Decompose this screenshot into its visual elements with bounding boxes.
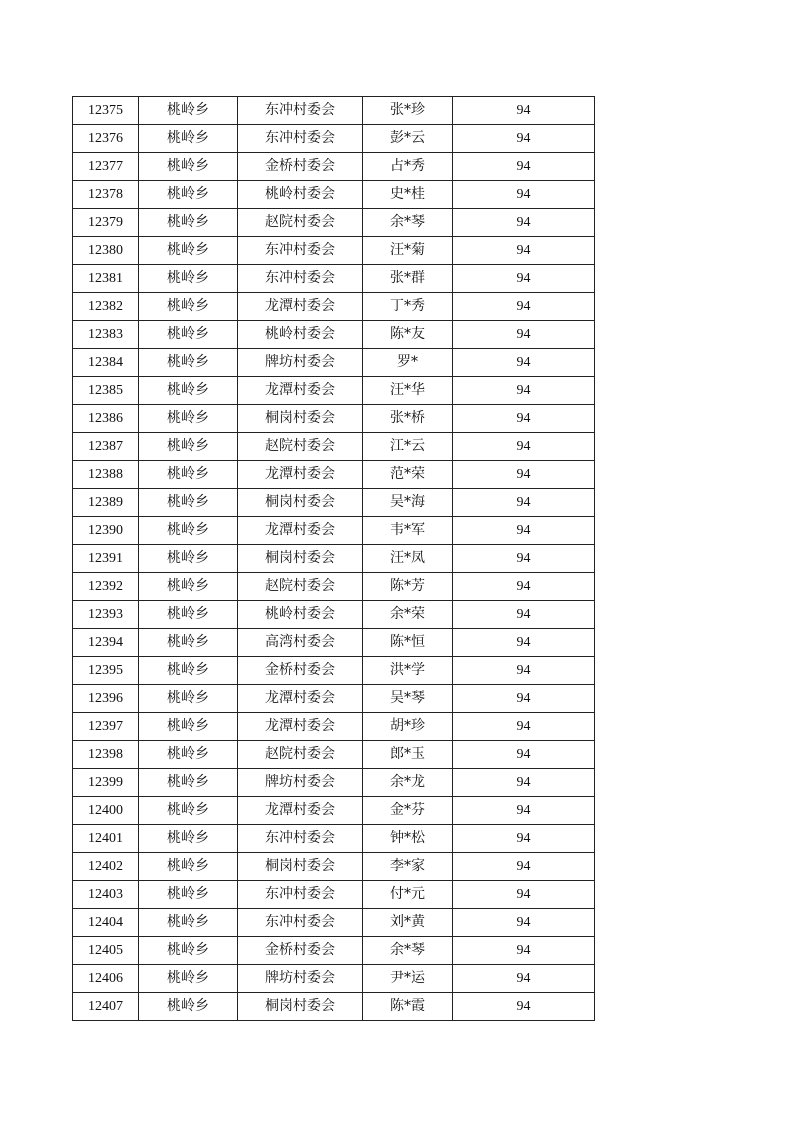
name-cell: 张*群	[363, 265, 453, 293]
table-row	[73, 265, 595, 293]
score-cell: 94	[453, 993, 595, 1021]
serial-number-cell: 12383	[73, 321, 139, 349]
serial-number-cell: 12405	[73, 937, 139, 965]
serial-number-cell: 12396	[73, 685, 139, 713]
serial-number-cell: 12384	[73, 349, 139, 377]
village-committee-cell: 牌坊村委会	[238, 965, 363, 993]
serial-number-cell: 12375	[73, 97, 139, 125]
records-table	[72, 96, 595, 1021]
table-row	[73, 461, 595, 489]
name-cell: 李*家	[363, 853, 453, 881]
village-committee-cell: 东冲村委会	[238, 125, 363, 153]
table-row	[73, 741, 595, 769]
name-cell: 史*桂	[363, 181, 453, 209]
township-cell: 桃岭乡	[139, 853, 238, 881]
township-cell: 桃岭乡	[139, 237, 238, 265]
serial-number-cell: 12376	[73, 125, 139, 153]
serial-number-cell: 12402	[73, 853, 139, 881]
name-cell: 丁*秀	[363, 293, 453, 321]
score-cell: 94	[453, 629, 595, 657]
score-cell: 94	[453, 797, 595, 825]
score-cell: 94	[453, 433, 595, 461]
serial-number-cell: 12385	[73, 377, 139, 405]
table-row	[73, 181, 595, 209]
village-committee-cell: 龙潭村委会	[238, 293, 363, 321]
score-cell: 94	[453, 181, 595, 209]
township-cell: 桃岭乡	[139, 181, 238, 209]
serial-number-cell: 12404	[73, 909, 139, 937]
score-cell: 94	[453, 153, 595, 181]
township-cell: 桃岭乡	[139, 769, 238, 797]
table-row	[73, 601, 595, 629]
table-row	[73, 377, 595, 405]
village-committee-cell: 东冲村委会	[238, 825, 363, 853]
table-row	[73, 965, 595, 993]
serial-number-cell: 12406	[73, 965, 139, 993]
name-cell: 余*龙	[363, 769, 453, 797]
table-row	[73, 321, 595, 349]
village-committee-cell: 桐岗村委会	[238, 993, 363, 1021]
score-cell: 94	[453, 517, 595, 545]
township-cell: 桃岭乡	[139, 713, 238, 741]
township-cell: 桃岭乡	[139, 265, 238, 293]
records-table-body	[73, 97, 595, 1021]
name-cell: 陈*友	[363, 321, 453, 349]
serial-number-cell: 12377	[73, 153, 139, 181]
name-cell: 刘*黄	[363, 909, 453, 937]
score-cell: 94	[453, 321, 595, 349]
table-row	[73, 909, 595, 937]
name-cell: 金*芬	[363, 797, 453, 825]
serial-number-cell: 12388	[73, 461, 139, 489]
table-row	[73, 433, 595, 461]
serial-number-cell: 12398	[73, 741, 139, 769]
township-cell: 桃岭乡	[139, 685, 238, 713]
score-cell: 94	[453, 573, 595, 601]
township-cell: 桃岭乡	[139, 461, 238, 489]
name-cell: 张*珍	[363, 97, 453, 125]
village-committee-cell: 龙潭村委会	[238, 377, 363, 405]
serial-number-cell: 12379	[73, 209, 139, 237]
township-cell: 桃岭乡	[139, 153, 238, 181]
township-cell: 桃岭乡	[139, 797, 238, 825]
township-cell: 桃岭乡	[139, 489, 238, 517]
score-cell: 94	[453, 657, 595, 685]
name-cell: 洪*学	[363, 657, 453, 685]
table-row	[73, 881, 595, 909]
serial-number-cell: 12400	[73, 797, 139, 825]
table-row	[73, 237, 595, 265]
score-cell: 94	[453, 293, 595, 321]
name-cell: 汪*华	[363, 377, 453, 405]
village-committee-cell: 桐岗村委会	[238, 853, 363, 881]
name-cell: 彭*云	[363, 125, 453, 153]
village-committee-cell: 赵院村委会	[238, 741, 363, 769]
village-committee-cell: 东冲村委会	[238, 909, 363, 937]
score-cell: 94	[453, 937, 595, 965]
table-row	[73, 573, 595, 601]
score-cell: 94	[453, 769, 595, 797]
village-committee-cell: 赵院村委会	[238, 433, 363, 461]
township-cell: 桃岭乡	[139, 293, 238, 321]
township-cell: 桃岭乡	[139, 209, 238, 237]
score-cell: 94	[453, 489, 595, 517]
township-cell: 桃岭乡	[139, 601, 238, 629]
table-row	[73, 685, 595, 713]
serial-number-cell: 12407	[73, 993, 139, 1021]
name-cell: 占*秀	[363, 153, 453, 181]
township-cell: 桃岭乡	[139, 657, 238, 685]
serial-number-cell: 12391	[73, 545, 139, 573]
township-cell: 桃岭乡	[139, 405, 238, 433]
serial-number-cell: 12389	[73, 489, 139, 517]
name-cell: 余*琴	[363, 937, 453, 965]
village-committee-cell: 桃岭村委会	[238, 181, 363, 209]
serial-number-cell: 12387	[73, 433, 139, 461]
score-cell: 94	[453, 349, 595, 377]
township-cell: 桃岭乡	[139, 629, 238, 657]
township-cell: 桃岭乡	[139, 125, 238, 153]
serial-number-cell: 12397	[73, 713, 139, 741]
township-cell: 桃岭乡	[139, 433, 238, 461]
village-committee-cell: 龙潭村委会	[238, 713, 363, 741]
serial-number-cell: 12394	[73, 629, 139, 657]
name-cell: 郎*玉	[363, 741, 453, 769]
township-cell: 桃岭乡	[139, 349, 238, 377]
village-committee-cell: 桃岭村委会	[238, 321, 363, 349]
township-cell: 桃岭乡	[139, 909, 238, 937]
table-row	[73, 517, 595, 545]
village-committee-cell: 东冲村委会	[238, 237, 363, 265]
score-cell: 94	[453, 713, 595, 741]
score-cell: 94	[453, 405, 595, 433]
village-committee-cell: 东冲村委会	[238, 97, 363, 125]
name-cell: 余*荣	[363, 601, 453, 629]
name-cell: 吴*琴	[363, 685, 453, 713]
township-cell: 桃岭乡	[139, 937, 238, 965]
table-row	[73, 629, 595, 657]
township-cell: 桃岭乡	[139, 377, 238, 405]
table-row	[73, 97, 595, 125]
name-cell: 韦*军	[363, 517, 453, 545]
township-cell: 桃岭乡	[139, 741, 238, 769]
score-cell: 94	[453, 909, 595, 937]
village-committee-cell: 龙潭村委会	[238, 461, 363, 489]
village-committee-cell: 金桥村委会	[238, 153, 363, 181]
score-cell: 94	[453, 825, 595, 853]
name-cell: 陈*恒	[363, 629, 453, 657]
table-row	[73, 153, 595, 181]
table-row	[73, 657, 595, 685]
name-cell: 张*桥	[363, 405, 453, 433]
score-cell: 94	[453, 377, 595, 405]
village-committee-cell: 桐岗村委会	[238, 489, 363, 517]
name-cell: 陈*芳	[363, 573, 453, 601]
village-committee-cell: 龙潭村委会	[238, 797, 363, 825]
table-row	[73, 769, 595, 797]
name-cell: 汪*菊	[363, 237, 453, 265]
table-row	[73, 489, 595, 517]
table-row	[73, 825, 595, 853]
village-committee-cell: 东冲村委会	[238, 265, 363, 293]
table-row	[73, 349, 595, 377]
village-committee-cell: 桐岗村委会	[238, 545, 363, 573]
table-row	[73, 937, 595, 965]
serial-number-cell: 12392	[73, 573, 139, 601]
township-cell: 桃岭乡	[139, 97, 238, 125]
serial-number-cell: 12382	[73, 293, 139, 321]
serial-number-cell: 12393	[73, 601, 139, 629]
name-cell: 胡*珍	[363, 713, 453, 741]
table-row	[73, 209, 595, 237]
township-cell: 桃岭乡	[139, 993, 238, 1021]
serial-number-cell: 12386	[73, 405, 139, 433]
serial-number-cell: 12401	[73, 825, 139, 853]
table-row	[73, 853, 595, 881]
score-cell: 94	[453, 237, 595, 265]
score-cell: 94	[453, 601, 595, 629]
name-cell: 尹*运	[363, 965, 453, 993]
table-row	[73, 713, 595, 741]
township-cell: 桃岭乡	[139, 881, 238, 909]
township-cell: 桃岭乡	[139, 545, 238, 573]
village-committee-cell: 赵院村委会	[238, 573, 363, 601]
village-committee-cell: 桃岭村委会	[238, 601, 363, 629]
score-cell: 94	[453, 97, 595, 125]
serial-number-cell: 12399	[73, 769, 139, 797]
township-cell: 桃岭乡	[139, 517, 238, 545]
serial-number-cell: 12380	[73, 237, 139, 265]
serial-number-cell: 12381	[73, 265, 139, 293]
table-row	[73, 993, 595, 1021]
township-cell: 桃岭乡	[139, 321, 238, 349]
name-cell: 钟*松	[363, 825, 453, 853]
score-cell: 94	[453, 209, 595, 237]
table-row	[73, 125, 595, 153]
name-cell: 吴*海	[363, 489, 453, 517]
village-committee-cell: 牌坊村委会	[238, 769, 363, 797]
name-cell: 付*元	[363, 881, 453, 909]
township-cell: 桃岭乡	[139, 965, 238, 993]
township-cell: 桃岭乡	[139, 573, 238, 601]
name-cell: 范*荣	[363, 461, 453, 489]
table-row	[73, 293, 595, 321]
score-cell: 94	[453, 853, 595, 881]
village-committee-cell: 金桥村委会	[238, 657, 363, 685]
name-cell: 陈*霞	[363, 993, 453, 1021]
name-cell: 江*云	[363, 433, 453, 461]
name-cell: 汪*凤	[363, 545, 453, 573]
village-committee-cell: 龙潭村委会	[238, 517, 363, 545]
serial-number-cell: 12390	[73, 517, 139, 545]
score-cell: 94	[453, 125, 595, 153]
score-cell: 94	[453, 265, 595, 293]
table-row	[73, 545, 595, 573]
village-committee-cell: 东冲村委会	[238, 881, 363, 909]
village-committee-cell: 高湾村委会	[238, 629, 363, 657]
score-cell: 94	[453, 685, 595, 713]
name-cell: 余*琴	[363, 209, 453, 237]
village-committee-cell: 龙潭村委会	[238, 685, 363, 713]
serial-number-cell: 12378	[73, 181, 139, 209]
score-cell: 94	[453, 545, 595, 573]
score-cell: 94	[453, 741, 595, 769]
village-committee-cell: 牌坊村委会	[238, 349, 363, 377]
serial-number-cell: 12395	[73, 657, 139, 685]
score-cell: 94	[453, 461, 595, 489]
village-committee-cell: 金桥村委会	[238, 937, 363, 965]
village-committee-cell: 桐岗村委会	[238, 405, 363, 433]
table-row	[73, 405, 595, 433]
township-cell: 桃岭乡	[139, 825, 238, 853]
village-committee-cell: 赵院村委会	[238, 209, 363, 237]
score-cell: 94	[453, 965, 595, 993]
score-cell: 94	[453, 881, 595, 909]
table-row	[73, 797, 595, 825]
name-cell: 罗*	[363, 349, 453, 377]
serial-number-cell: 12403	[73, 881, 139, 909]
